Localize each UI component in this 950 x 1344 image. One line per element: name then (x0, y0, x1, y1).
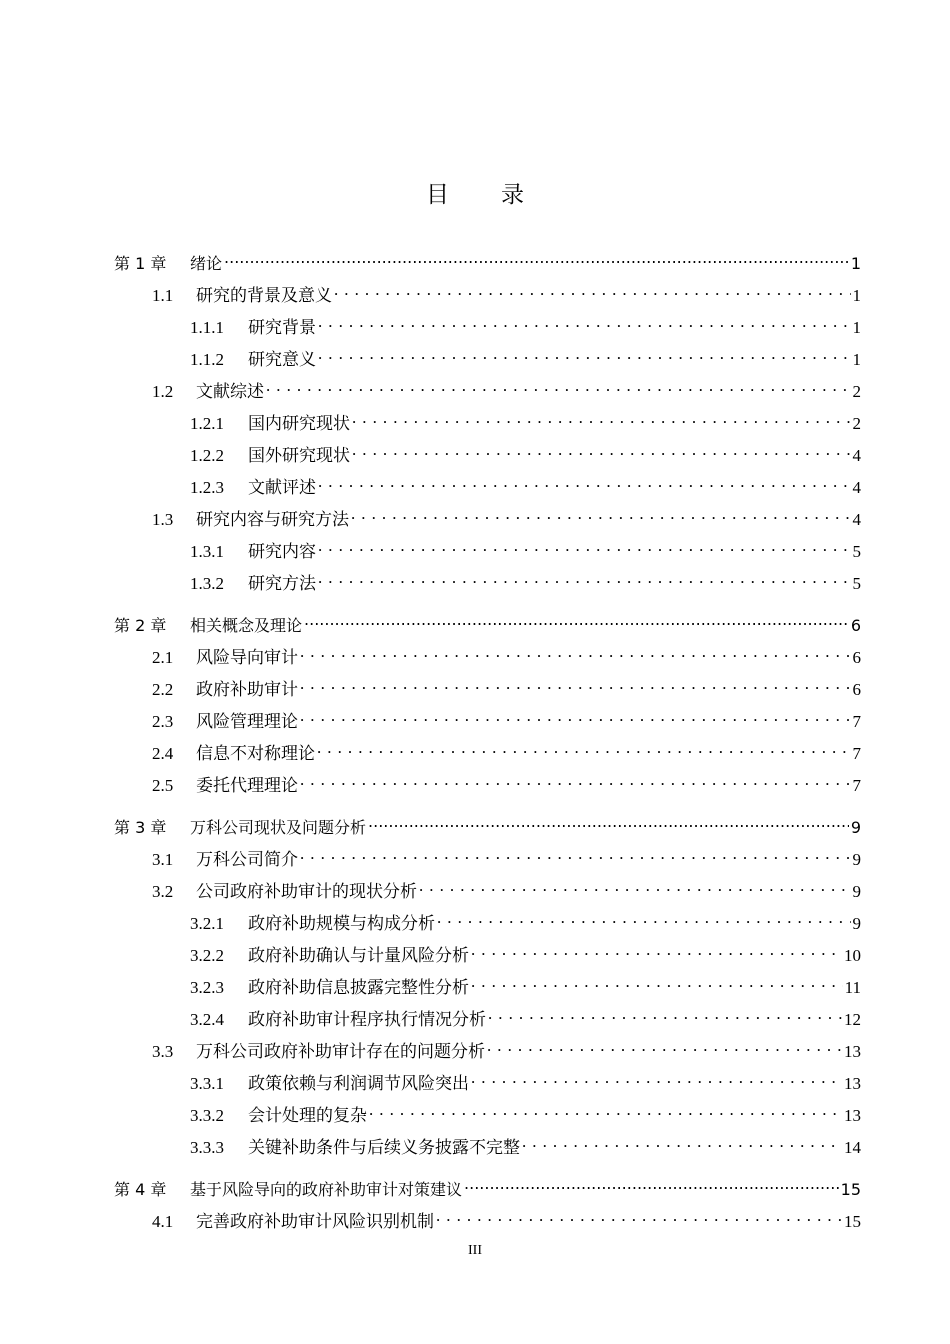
toc-entry-page: 7 (852, 712, 861, 731)
toc-entry-page: 5 (852, 542, 861, 561)
toc-dot-leader (300, 843, 851, 865)
toc-chapter-entry[interactable] (114, 247, 861, 273)
toc-entry-number: 1.1.2 (190, 350, 224, 369)
toc-entry-page: 2 (852, 414, 861, 433)
toc-entry-number: 1.2 (152, 382, 174, 401)
toc-dot-leader (318, 343, 851, 365)
toc-entry-number: 1.2.1 (190, 414, 224, 433)
toc-entry[interactable] (152, 375, 861, 401)
toc-entry[interactable] (190, 439, 861, 465)
toc-entry-number: 3.2.2 (190, 946, 224, 965)
toc-dot-leader (304, 609, 849, 631)
toc-entry[interactable] (190, 1099, 861, 1125)
toc-entry-title: 风险管理理论 (196, 712, 298, 731)
toc-dot-leader (317, 737, 851, 759)
toc-entry[interactable] (190, 471, 861, 497)
toc-entry-number: 2.1 (152, 648, 174, 667)
toc-entry-number: 1.2.3 (190, 478, 224, 497)
toc-entry-page: 2 (852, 382, 861, 401)
toc-entry-number: 3.3.3 (190, 1138, 224, 1157)
toc-entry-page: 14 (844, 1138, 861, 1157)
toc-entry-page: 13 (844, 1106, 861, 1125)
toc-entry-number: 第 2 章 (114, 616, 167, 635)
toc-entry-number: 2.5 (152, 776, 174, 795)
toc-entry-number: 2.3 (152, 712, 174, 731)
toc-entry-number: 3.3.2 (190, 1106, 224, 1125)
toc-entry-title: 政策依赖与利润调节风险突出 (248, 1074, 469, 1093)
toc-dot-leader (419, 875, 851, 897)
toc-entry-title: 会计处理的复杂 (248, 1106, 367, 1125)
toc-entry-number: 3.2.4 (190, 1010, 224, 1029)
toc-entry-page: 1 (852, 286, 861, 305)
title-char-2: 录 (501, 182, 524, 207)
toc-dot-leader (351, 503, 851, 525)
toc-entry-page: 9 (852, 850, 861, 869)
toc-entry-number: 3.1 (152, 850, 174, 869)
toc-entry-page: 13 (844, 1042, 861, 1061)
toc-entry-number: 3.2.1 (190, 914, 224, 933)
toc-entry-page: 6 (852, 680, 861, 699)
title-char-1: 目 (426, 182, 449, 207)
toc-entry[interactable] (190, 1003, 861, 1029)
toc-entry-page: 1 (852, 350, 861, 369)
toc-entry[interactable] (152, 1035, 861, 1061)
toc-dot-leader (488, 1003, 842, 1025)
toc-entry-number: 第 4 章 (114, 1180, 167, 1199)
toc-entry-page: 9 (850, 818, 861, 837)
toc-entry-title: 万科公司政府补助审计存在的问题分析 (196, 1042, 485, 1061)
toc-entry-number: 1.1 (152, 286, 174, 305)
toc-entry-title: 研究方法 (248, 574, 316, 593)
toc-entry[interactable] (190, 1067, 861, 1093)
toc-entry-page: 13 (844, 1074, 861, 1093)
toc-dot-leader (352, 407, 851, 429)
toc-entry-number: 1.2.2 (190, 446, 224, 465)
toc-entry-page: 5 (852, 574, 861, 593)
toc-entry-title: 万科公司简介 (196, 850, 298, 869)
toc-entry-title: 关键补助条件与后续义务披露不完整 (248, 1138, 520, 1157)
toc-entry-page: 9 (852, 914, 861, 933)
toc-entry[interactable] (190, 343, 861, 369)
toc-entry[interactable] (152, 875, 861, 901)
toc-entry-page: 12 (844, 1010, 861, 1029)
toc-dot-leader (369, 1099, 842, 1121)
toc-dot-leader (300, 769, 851, 791)
toc-entry[interactable] (152, 769, 861, 795)
toc-entry-page: 15 (844, 1212, 861, 1231)
toc-entry-title: 相关概念及理论 (190, 616, 303, 635)
toc-dot-leader (224, 247, 849, 269)
toc-entry-title: 政府补助规模与构成分析 (248, 914, 435, 933)
toc-entry-page: 4 (852, 478, 861, 497)
toc-entry-page: 9 (852, 882, 861, 901)
toc-dot-leader (471, 971, 843, 993)
toc-entry[interactable] (190, 567, 861, 593)
toc-entry-page: 6 (852, 648, 861, 667)
toc-entry[interactable] (152, 279, 861, 305)
toc-dot-leader (471, 939, 842, 961)
toc-entry-number: 第 3 章 (114, 818, 167, 837)
toc-entry-page: 4 (852, 446, 861, 465)
toc-entry[interactable] (190, 407, 861, 433)
toc-dot-leader (436, 1205, 842, 1227)
toc-entry[interactable] (190, 971, 861, 997)
toc-entry-number: 1.1.1 (190, 318, 224, 337)
toc-entry[interactable] (190, 311, 861, 337)
toc-dot-leader (522, 1131, 842, 1153)
toc-dot-leader (368, 811, 849, 833)
toc-entry-title: 委托代理理论 (196, 776, 298, 795)
toc-entry-title: 风险导向审计 (196, 648, 298, 667)
toc-entry[interactable] (152, 503, 861, 529)
toc-dot-leader (318, 471, 851, 493)
toc-entry-title: 研究背景 (248, 318, 316, 337)
toc-entry-title: 研究意义 (248, 350, 316, 369)
page-number: III (468, 1243, 482, 1258)
toc-entry-number: 2.4 (152, 744, 174, 763)
toc-entry-title: 文献评述 (248, 478, 316, 497)
toc-entry-page: 11 (844, 978, 861, 997)
toc-dot-leader (464, 1173, 839, 1195)
toc-entry-title: 国内研究现状 (248, 414, 350, 433)
toc-entry[interactable] (152, 737, 861, 763)
toc-entry[interactable] (152, 1205, 861, 1231)
toc-dot-leader (318, 535, 851, 557)
toc-dot-leader (334, 279, 851, 301)
toc-entry[interactable] (190, 1131, 861, 1157)
toc-entry-number: 3.2.3 (190, 978, 224, 997)
toc-dot-leader (300, 673, 851, 695)
toc-entry-title: 基于风险导向的政府补助审计对策建议 (190, 1180, 463, 1199)
toc-entry-page: 7 (852, 744, 861, 763)
toc-chapter-entry[interactable] (114, 811, 861, 837)
toc-entry-title: 研究内容与研究方法 (196, 510, 349, 529)
toc-entry-title: 文献综述 (196, 382, 264, 401)
toc-entry[interactable] (190, 907, 861, 933)
toc-entry-number: 3.3 (152, 1042, 174, 1061)
toc-entry-number: 1.3.1 (190, 542, 224, 561)
toc-entry[interactable] (152, 673, 861, 699)
toc-entry[interactable] (190, 939, 861, 965)
toc-chapter-entry[interactable] (114, 609, 861, 635)
toc-entry-title: 政府补助信息披露完整性分析 (248, 978, 469, 997)
toc-dot-leader (437, 907, 851, 929)
toc-dot-leader (352, 439, 851, 461)
toc-entry[interactable] (190, 535, 861, 561)
toc-entry-title: 国外研究现状 (248, 446, 350, 465)
toc-entry-title: 研究的背景及意义 (196, 286, 332, 305)
toc-dot-leader (318, 311, 851, 333)
toc-entry-page: 6 (850, 616, 861, 635)
toc-entry[interactable] (152, 843, 861, 869)
toc-entry-number: 第 1 章 (114, 254, 167, 273)
toc-dot-leader (487, 1035, 842, 1057)
toc-entry-number: 1.3.2 (190, 574, 224, 593)
toc-dot-leader (300, 705, 851, 727)
toc-entry-number: 2.2 (152, 680, 174, 699)
toc-entry-title: 信息不对称理论 (196, 744, 315, 763)
toc-entry[interactable] (152, 641, 861, 667)
toc-entry-title: 政府补助确认与计量风险分析 (248, 946, 469, 965)
toc-entry-title: 政府补助审计程序执行情况分析 (248, 1010, 486, 1029)
toc-dot-leader (300, 641, 851, 663)
toc-entry[interactable] (152, 705, 861, 731)
toc-dot-leader (318, 567, 851, 589)
toc-entry-number: 3.3.1 (190, 1074, 224, 1093)
toc-entry-title: 绪论 (190, 254, 223, 273)
toc-chapter-entry[interactable] (114, 1173, 861, 1199)
toc-entry-page: 7 (852, 776, 861, 795)
toc-entry-title: 公司政府补助审计的现状分析 (196, 882, 417, 901)
toc-entry-number: 1.3 (152, 510, 174, 529)
toc-entry-number: 4.1 (152, 1212, 174, 1231)
toc-entry-page: 10 (844, 946, 861, 965)
toc-entry-number: 3.2 (152, 882, 174, 901)
toc-entry-title: 完善政府补助审计风险识别机制 (196, 1212, 434, 1231)
toc-entry-title: 政府补助审计 (196, 680, 298, 699)
toc-entry-page: 1 (850, 254, 861, 273)
toc-title (0, 176, 950, 209)
toc-entry-title: 研究内容 (248, 542, 316, 561)
toc-entry-page: 1 (852, 318, 861, 337)
toc-entry-title: 万科公司现状及问题分析 (190, 818, 367, 837)
toc-entry-page: 4 (852, 510, 861, 529)
toc-entry-page: 15 (840, 1180, 861, 1199)
toc-dot-leader (471, 1067, 842, 1089)
toc-dot-leader (266, 375, 851, 397)
